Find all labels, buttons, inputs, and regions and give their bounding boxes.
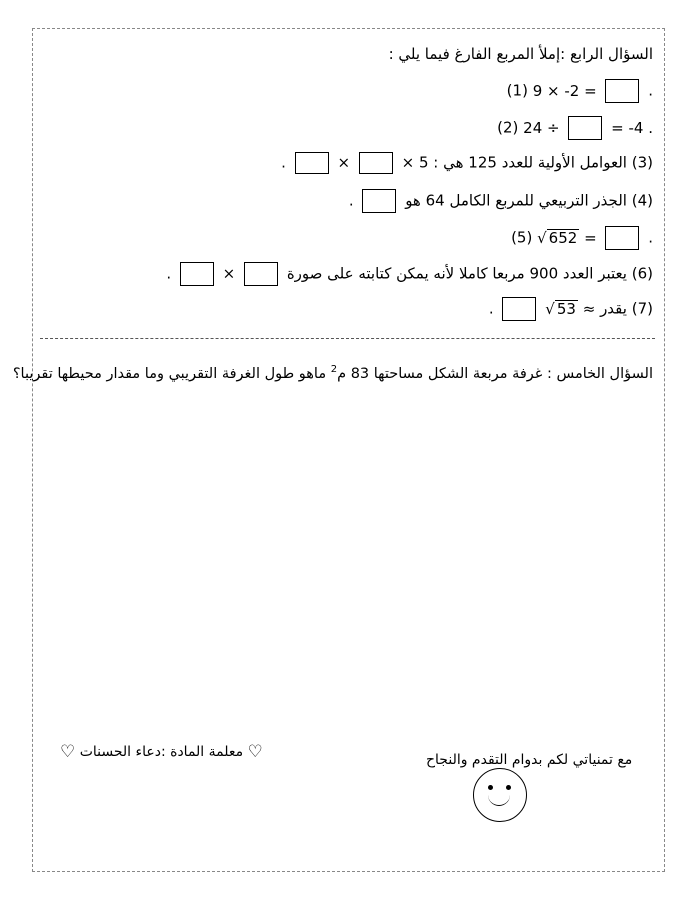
item-end: . — [348, 191, 354, 210]
radical-sign: √ — [545, 299, 555, 318]
radical-sign: √ — [537, 228, 547, 247]
times-sign: × — [337, 153, 351, 172]
wishes-text: مع تمنياتي لكم بدوام التقدم والنجاح — [426, 752, 633, 768]
answer-box[interactable] — [295, 152, 329, 174]
item-number: (5) — [511, 228, 533, 247]
answer-box[interactable] — [244, 262, 278, 286]
answer-box[interactable] — [362, 189, 396, 213]
item-text: يعتبر العدد 900 مربعا كاملا لأنه يمكن كتابته على صورة — [286, 264, 627, 283]
square-root-expression — [545, 299, 595, 319]
heart-icon: ♡ — [60, 742, 76, 762]
item-number: (3) — [631, 153, 653, 172]
q4-item-5 — [511, 226, 653, 250]
square-root-expression — [537, 228, 597, 248]
section-divider — [40, 338, 655, 339]
item-expression: 9 × -2 = — [532, 81, 597, 100]
item-number: (7) — [631, 299, 653, 318]
q4-item-1 — [507, 79, 653, 103]
q5-superscript: 2 — [330, 364, 338, 375]
q4-item-7 — [489, 297, 653, 321]
smiley-face-icon — [473, 768, 527, 822]
item-end: . — [648, 81, 653, 100]
item-number: (1) — [506, 81, 528, 100]
q4-item-6 — [166, 262, 653, 286]
item-text: يقدر — [600, 299, 627, 318]
answer-box[interactable] — [180, 262, 214, 286]
smiley-eye — [488, 785, 493, 790]
q4-item-2 — [497, 116, 653, 140]
smiley-eye — [506, 785, 511, 790]
answer-box[interactable] — [502, 297, 536, 321]
radicand: 53 — [556, 299, 576, 318]
teacher-signature — [60, 742, 263, 762]
answer-box[interactable] — [568, 116, 602, 140]
item-expression: 24 ÷ — [523, 118, 560, 137]
item-end: . — [648, 228, 653, 247]
q5-title — [13, 360, 653, 384]
answer-box[interactable] — [605, 226, 639, 250]
item-end: . — [281, 153, 286, 172]
smiley-mouth — [488, 793, 510, 806]
equals-sign: = — [584, 228, 597, 247]
item-end: . — [488, 299, 494, 318]
item-text: العوامل الأولية للعدد 125 هي : 5 × — [401, 153, 627, 172]
q5-text: السؤال الخامس : غرفة مربعة الشكل مساحتها 83 م — [337, 365, 653, 382]
q4-title: السؤال الرابع :إملأ المربع الفارغ فيما يلي : — [388, 45, 653, 63]
q4-item-4 — [349, 189, 653, 213]
teacher-name: معلمة المادة :دعاء الحسنات — [79, 744, 244, 760]
answer-box[interactable] — [359, 152, 393, 174]
q4-item-3 — [281, 152, 653, 174]
item-end: = -4 . — [611, 118, 653, 137]
item-number: (4) — [631, 191, 653, 210]
times-sign: × — [222, 264, 236, 283]
item-end: . — [166, 264, 172, 283]
approx-sign: ≈ — [582, 299, 596, 318]
radicand: 652 — [548, 228, 578, 247]
item-number: (6) — [631, 264, 653, 283]
heart-icon: ♡ — [247, 742, 263, 762]
item-number: (2) — [497, 118, 519, 137]
answer-box[interactable] — [605, 79, 639, 103]
q5-text-rest: ماهو طول الغرفة التقريبي وما مقدار محيطها تقريبا؟ — [12, 365, 331, 382]
item-text: الجذر التربيعي للمربع الكامل 64 هو — [405, 191, 627, 210]
